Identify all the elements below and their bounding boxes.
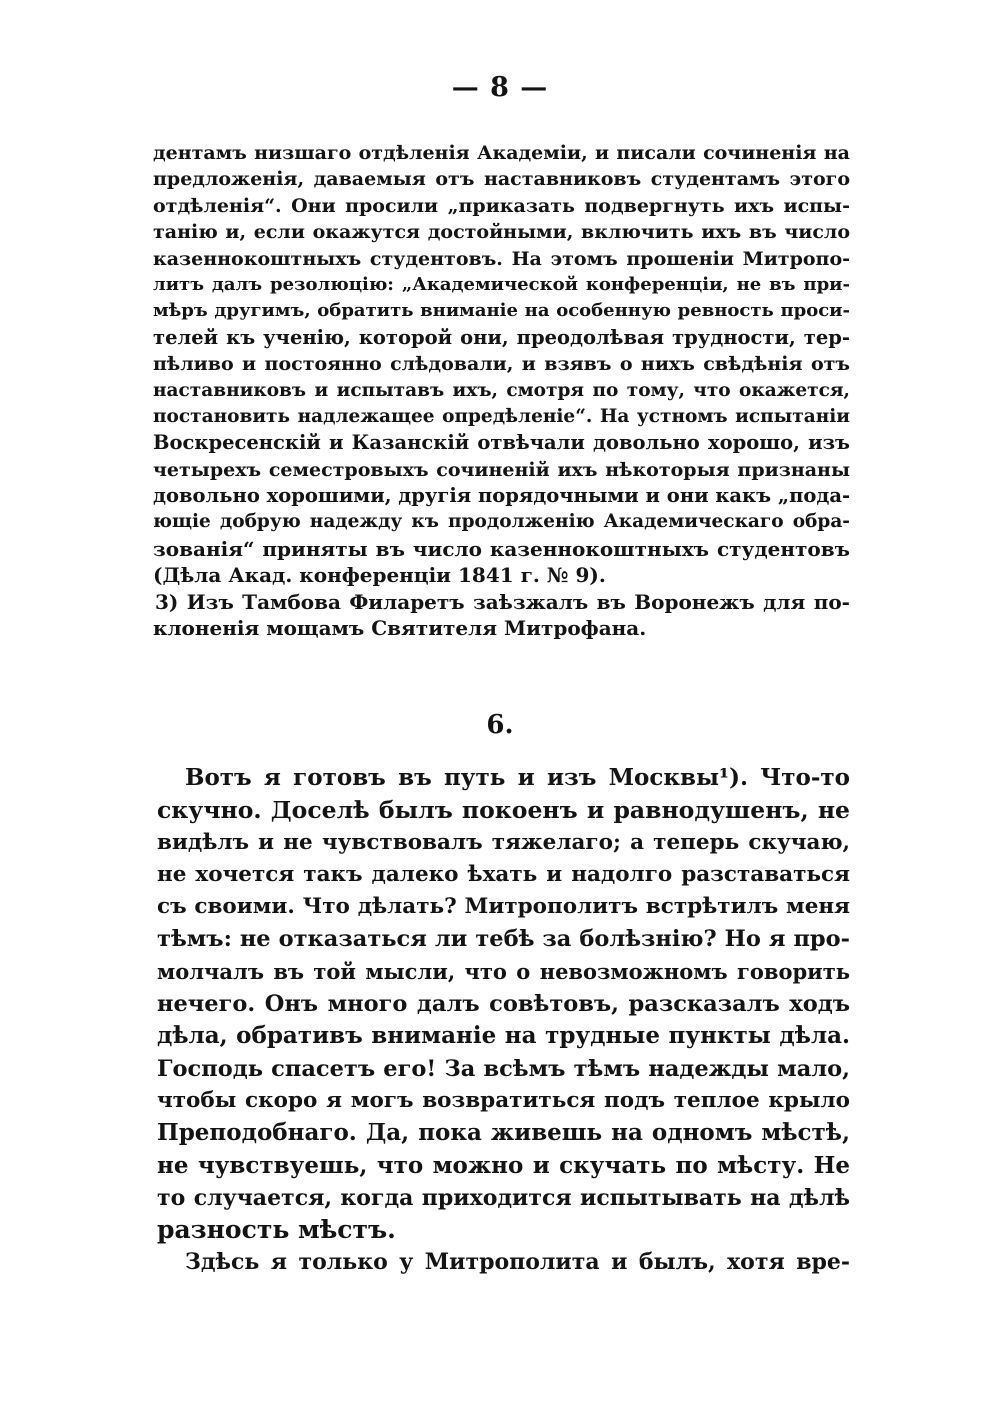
body-line: дѣла, обративъ вниманіе на трудные пункты дѣла. xyxy=(157,1022,850,1050)
page-number: — 8 — xyxy=(451,72,549,103)
footnote-line: танію и, если окажутся достойными, включить ихъ въ число xyxy=(153,221,850,244)
footnote-line: (Дѣла Акад. конференціи 1841 г. № 9). xyxy=(153,563,606,588)
footnote-line: литъ далъ резолюцію: „Академической конференціи, не въ при- xyxy=(153,273,850,295)
body-line: Преподобнаго. Да, пока живешь на одномъ мѣстѣ, xyxy=(157,1119,850,1147)
footnote-line: зованія“ приняты въ число казеннокоштныхъ студентовъ xyxy=(153,536,850,561)
footnote-line: клоненія мощамъ Святителя Митрофана. xyxy=(153,616,647,641)
body-line: не хочется такъ далеко ѣхать и надолго разставаться xyxy=(157,861,850,887)
footnote-line: 3) Изъ Тамбова Филаретъ заѣзжалъ въ Воронежъ для по- xyxy=(155,589,850,614)
body-line: Вотъ я готовъ въ путь и изъ Москвы¹). Что-то xyxy=(185,764,850,791)
body-line: Господь спасетъ его! За всѣмъ тѣмъ надежды мало, xyxy=(157,1055,850,1082)
body-line: нечего. Онъ много далъ совѣтовъ, разсказалъ ходъ xyxy=(157,991,850,1018)
body-line: видѣлъ и не чувствовалъ тяжелаго; а теперь скучаю, xyxy=(157,829,850,855)
footnote-line: отдѣленія“. Они просили „приказать подвергнуть ихъ испы- xyxy=(153,194,850,217)
footnote-line: четырехъ семестровыхъ сочиненій ихъ нѣкоторыя признаны xyxy=(153,458,850,481)
footnote-line: дентамъ низшаго отдѣленія Академіи, и писали сочиненія на xyxy=(153,142,850,164)
footnote-line: ющіе добрую надежду къ продолженію Академическаго обра- xyxy=(153,511,850,533)
footnote-line: постановить надлежащее опредѣленіе“. На устномъ испытаніи xyxy=(153,405,850,427)
footnotes-block xyxy=(153,140,850,641)
section-number: 6. xyxy=(486,710,514,740)
footnote-line: мѣръ другимъ, обратить вниманіе на особенную ревность проси- xyxy=(153,300,850,322)
body-line: съ своими. Что дѣлать? Митрополитъ встрѣтилъ меня xyxy=(157,894,850,920)
body-line: чтобы скоро я могъ возвратиться подъ теплое крыло xyxy=(157,1087,850,1113)
footnote-line: телей къ ученію, которой они, преодолѣвая трудности, тер- xyxy=(153,325,850,349)
body-text xyxy=(157,762,850,1279)
footnote-line: казеннокоштныхъ студентовъ. На этомъ прошеніи Митропо- xyxy=(153,247,850,270)
body-line: Здѣсь я только у Митрополита и былъ, хотя вре- xyxy=(185,1249,850,1276)
footnote-line: довольно хорошими, другія порядочными и они какъ „пода- xyxy=(153,484,851,508)
body-line: тѣмъ: не отказаться ли тебѣ за болѣзнію? Но я про- xyxy=(157,926,850,953)
footnote-line: пѣливо и постоянно слѣдовали, и взявъ о нихъ свѣдѣнія отъ xyxy=(153,353,850,376)
footnote-line: предложенія, даваемыя отъ наставниковъ студентамъ этого xyxy=(153,168,850,191)
body-line: разность мѣстъ. xyxy=(157,1215,396,1245)
footnote-line: Воскресенскій и Казанскій отвѣчали довольно хорошо, изъ xyxy=(153,431,850,455)
body-line: скучно. Доселѣ былъ покоенъ и равнодушенъ, не xyxy=(157,796,850,825)
body-line: молчалъ въ той мысли, что о невозможномъ говорить xyxy=(157,958,850,984)
footnote-line: наставниковъ и испытавъ ихъ, смотря по тому, что окажется, xyxy=(153,379,850,401)
body-line: не чувствуешь, что можно и скучать по мѣсту. Не xyxy=(157,1151,850,1179)
body-line: то случается, когда приходится испытывать на дѣлѣ xyxy=(157,1184,850,1211)
